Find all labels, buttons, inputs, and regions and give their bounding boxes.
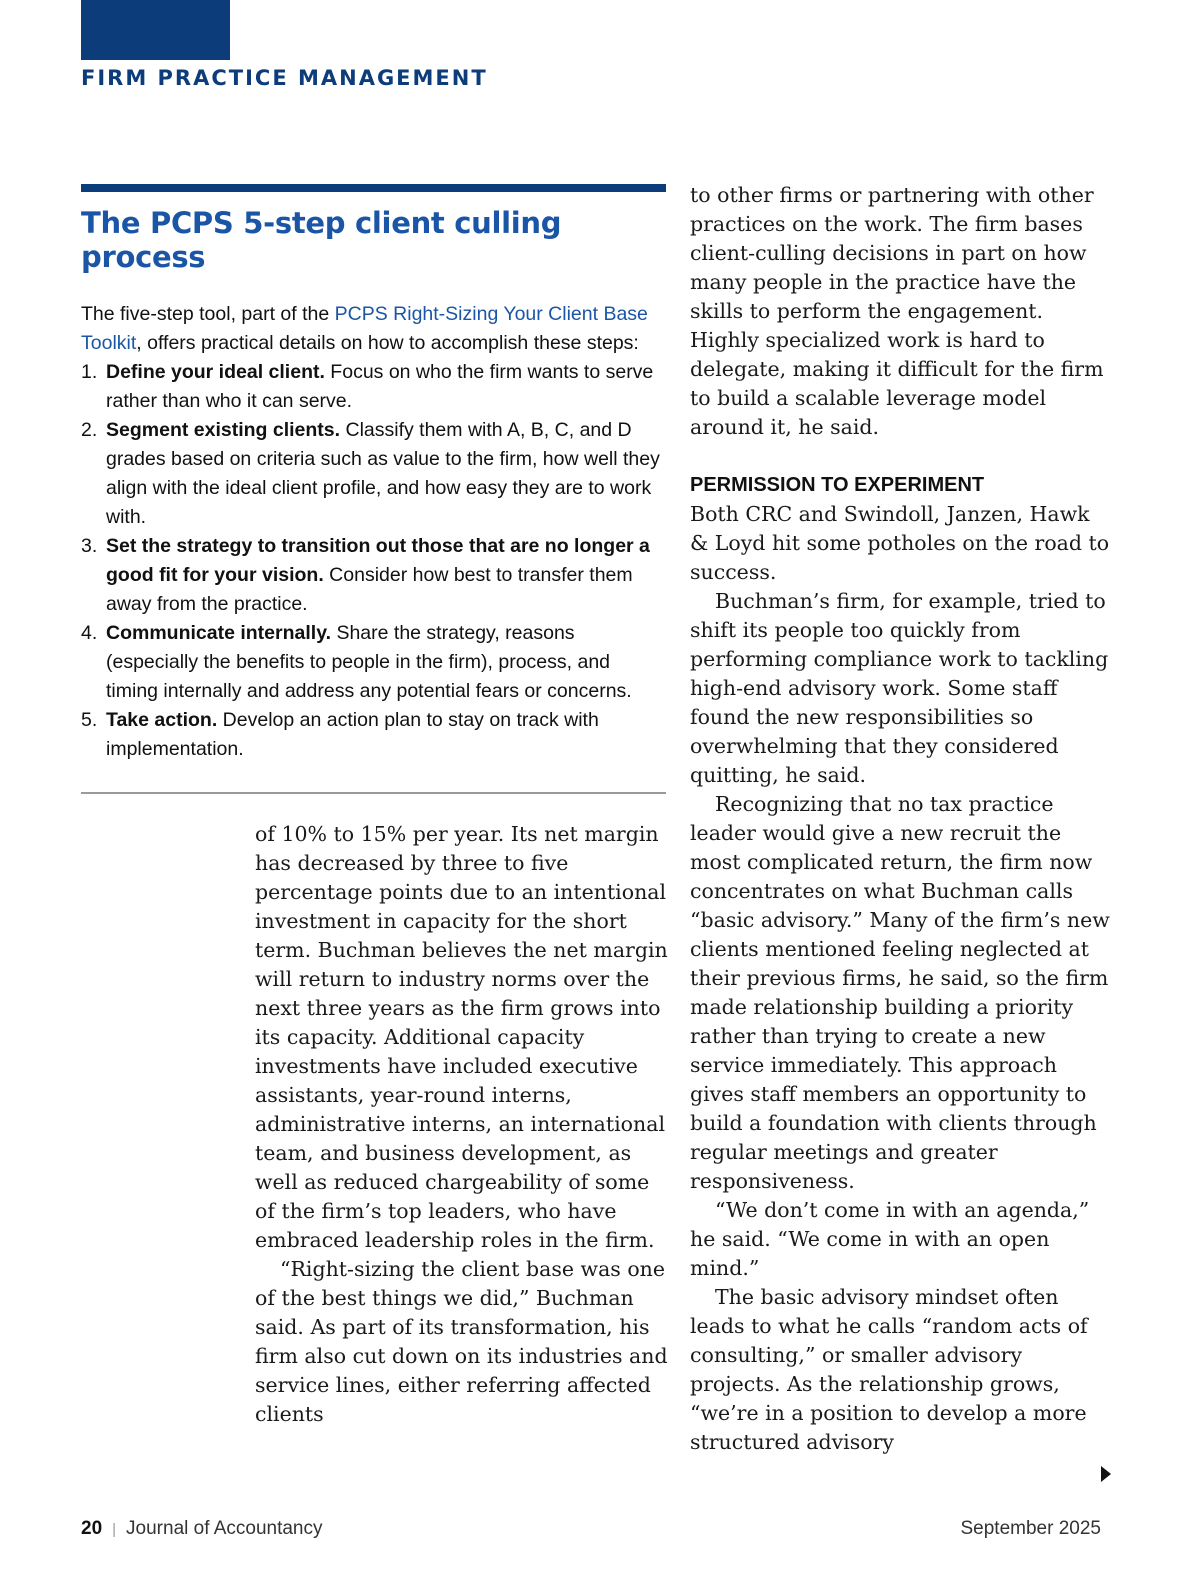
sidebar-top-rule — [81, 184, 666, 192]
step-item — [81, 358, 666, 416]
sidebar-intro — [81, 300, 666, 358]
step-text: Develop an action plan to stay on track with implementation. — [106, 709, 599, 760]
body-paragraph: Buchman’s firm, for example, tried to shift its people too quickly from performing compliance work to tackling high-end advisory work. Some staff found the new responsibilities so overwhelming that they considered quitting, he said. — [690, 589, 1109, 787]
footer-separator: | — [112, 1521, 117, 1538]
step-item — [81, 706, 666, 764]
step-item — [81, 619, 666, 706]
continue-arrow-icon — [1101, 1466, 1111, 1482]
sidebar-box — [81, 184, 666, 764]
sidebar-bottom-rule — [81, 792, 666, 794]
body-paragraph: “Right-sizing the client base was one of the best things we did,” Buchman said. As part of its transformation, his firm also cut down on its industries and service lines, either referring affected clients — [255, 1257, 668, 1426]
sidebar-intro-text: The five-step tool, part of the — [81, 303, 335, 325]
step-number: 2. — [81, 419, 98, 441]
step-heading: Communicate internally. — [106, 622, 332, 644]
step-heading: Segment existing clients. — [106, 419, 341, 441]
section-label: FIRM PRACTICE MANAGEMENT — [81, 66, 488, 90]
right-column — [690, 181, 1110, 1457]
body-paragraph: Recognizing that no tax practice leader would give a new recruit the most complicated return, the firm now concentrates on what Buchman calls “basic advisory.” Many of the firm’s new clients mentioned feeling neglected at their previous firms, he said, so the firm made relationship building a priority rather than trying to create a new service immediately. This approach gives staff members an opportunity to build a foundation with clients through regular meetings and greater responsiveness. — [690, 792, 1110, 1193]
body-paragraph: “We don’t come in with an agenda,” he said. “We come in with an open mind.” — [690, 1198, 1090, 1280]
step-item — [81, 416, 666, 532]
step-heading: Set the strategy to transition out those that are no longer a good fit for your vision. — [106, 535, 650, 586]
body-paragraph: of 10% to 15% per year. Its net margin has decreased by three to five percentage points due to an intentional investment in capacity for the short term. Buchman believes the net margin will return to industry norms over the next three years as the firm grows into its capacity. Additional capacity investments have included executive assistants, year-round interns, administrative interns, an international team, and business development, as well as reduced chargeability of some of the firm’s top leaders, who have embraced leadership roles in the firm. — [255, 822, 668, 1252]
step-number: 5. — [81, 709, 98, 731]
step-heading: Define your ideal client. — [106, 361, 325, 383]
left-column — [255, 820, 670, 1429]
footer-left — [81, 1518, 323, 1540]
publication-name: Journal of Accountancy — [126, 1518, 323, 1539]
step-text: Focus on who the firm wants to serve rather than who it can serve. — [106, 361, 654, 412]
step-number: 1. — [81, 361, 98, 383]
toolkit-link[interactable]: PCPS Right-Sizing Your Client Base Toolkit — [81, 303, 648, 354]
issue-date: September 2025 — [960, 1518, 1101, 1539]
step-number: 3. — [81, 535, 98, 557]
step-text: Consider how best to transfer them away from the practice. — [106, 564, 633, 615]
body-paragraph: The basic advisory mindset often leads to what he calls “random acts of consulting,” or smaller advisory projects. As the relationship grows, “we’re in a position to develop a more structured advisory — [690, 1285, 1088, 1454]
body-paragraph: to other firms or partnering with other practices on the work. The firm bases client-culling decisions in part on how many people in the practice have the skills to perform the engagement. Highly specialized work is hard to delegate, making it difficult for the firm to build a scalable leverage model around it, he said. — [690, 183, 1104, 439]
sidebar-intro-text-end: , offers practical details on how to accomplish these steps: — [136, 332, 639, 354]
page-number: 20 — [81, 1518, 103, 1539]
step-heading: Take action. — [106, 709, 218, 731]
subheading: PERMISSION TO EXPERIMENT — [690, 474, 985, 496]
sidebar-title: The PCPS 5-step client culling process — [81, 206, 562, 274]
step-text: Share the strategy, reasons (especially the benefits to people in the firm), process, and timing internally and address any potential fears or concerns. — [106, 622, 632, 702]
step-text: Classify them with A, B, C, and D grades based on criteria such as value to the firm, how well they align with the ideal client profile, and how easy they are to work with. — [106, 419, 660, 528]
body-paragraph: Both CRC and Swindoll, Janzen, Hawk & Loyd hit some potholes on the road to success. — [690, 502, 1110, 584]
steps-list — [81, 358, 666, 764]
step-item — [81, 532, 666, 619]
header-color-block — [81, 0, 230, 60]
step-number: 4. — [81, 622, 98, 644]
